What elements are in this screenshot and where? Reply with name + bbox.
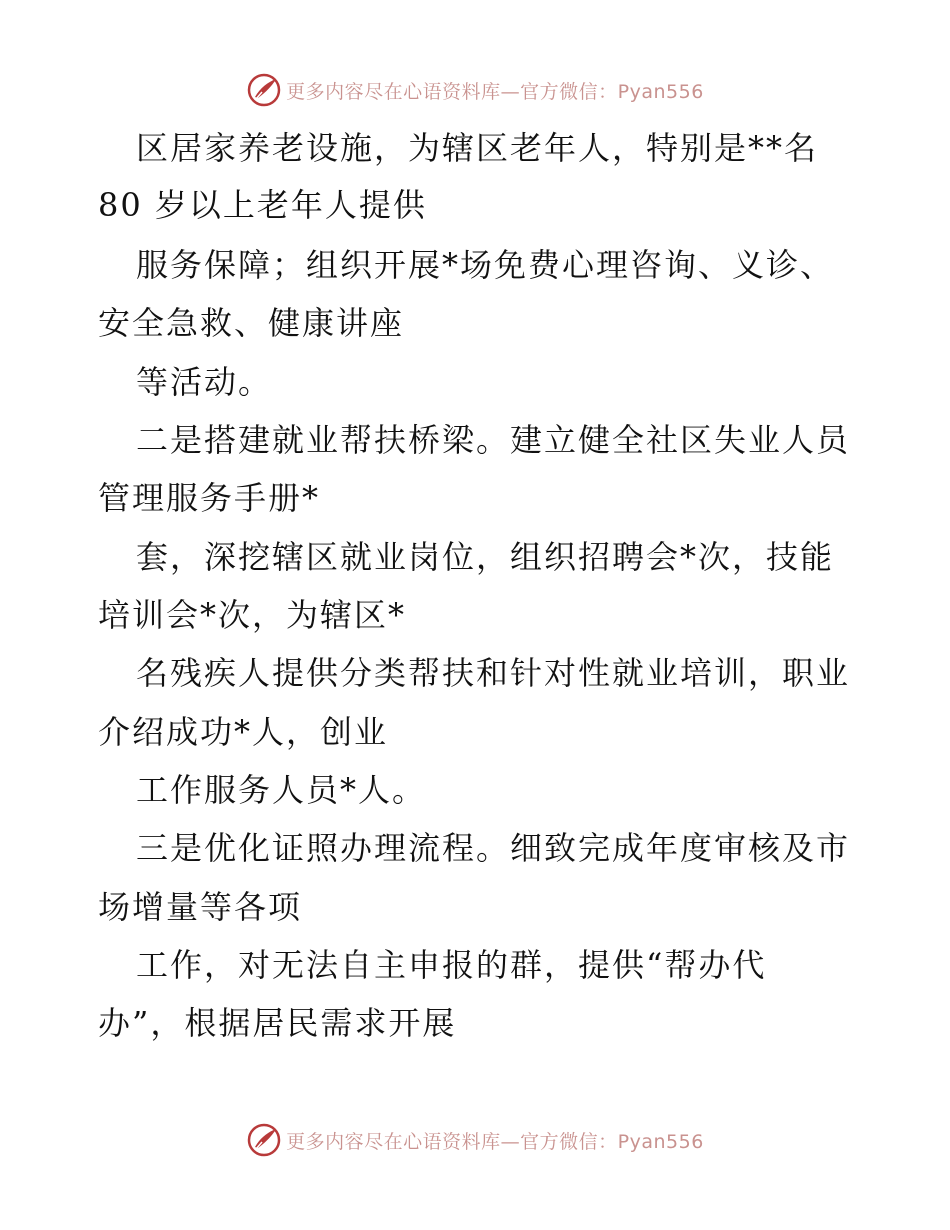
header-banner [0,70,950,110]
paragraph-line: 培训会*次，为辖区* [98,596,407,634]
paragraph-line: 场增量等各项 [98,888,303,926]
paragraph-line: 工作，对无法自主申报的群，提供“帮办代 [136,946,767,984]
paragraph-line: 办”，根据居民需求开展 [98,1004,457,1042]
paragraph-line: 区居家养老设施，为辖区老年人，特别是**名 [136,129,819,167]
header-banner-text: 更多内容尽在心语资料库—官方微信：Pyan556 [286,80,704,103]
footer-banner [0,1120,950,1160]
quill-logo-icon [246,72,282,108]
paragraph-line: 套，深挖辖区就业岗位，组织招聘会*次，技能 [136,538,835,576]
paragraph-line: 等活动。 [136,363,273,401]
paragraph-line: 管理服务手册* [98,479,321,517]
paragraph-line: 工作服务人员*人。 [136,771,427,809]
paragraph-line: 安全急救、健康讲座 [98,304,405,342]
paragraph-line: 服务保障；组织开展*场免费心理咨询、义诊、 [136,246,835,284]
paragraph-line: 三是优化证照办理流程。细致完成年度审核及市 [136,829,851,867]
paragraph-line: 80 岁以上老年人提供 [98,186,427,224]
paragraph-line: 介绍成功*人，创业 [98,713,389,751]
footer-banner-text: 更多内容尽在心语资料库—官方微信：Pyan556 [286,1130,704,1153]
paragraph-line: 名残疾人提供分类帮扶和针对性就业培训，职业 [136,654,851,692]
paragraph-line: 二是搭建就业帮扶桥梁。建立健全社区失业人员 [136,421,851,459]
quill-logo-icon [246,1122,282,1158]
